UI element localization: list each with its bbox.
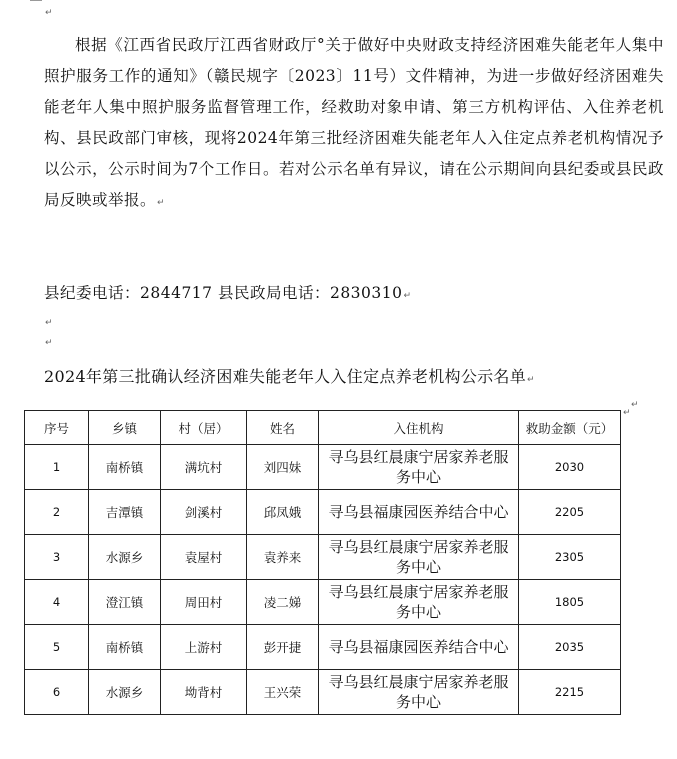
- amount-cell: 2215: [519, 670, 621, 715]
- row-number-cell: 4: [25, 580, 89, 625]
- amount-cell: 2035: [519, 625, 621, 670]
- village-cell: 坳背村: [161, 670, 247, 715]
- amount-cell: 2205: [519, 490, 621, 535]
- row-number-cell: 1: [25, 445, 89, 490]
- table-row: [25, 535, 621, 580]
- institution-cell: 寻乌县红晨康宁居家养老服务中心: [319, 670, 519, 715]
- page-corner-mark: [30, 0, 42, 3]
- paragraph-mark-icon: ↵: [623, 408, 631, 418]
- township-cell: 南桥镇: [89, 625, 161, 670]
- header-cell: 乡镇: [89, 411, 161, 445]
- name-cell: 凌二娣: [247, 580, 319, 625]
- table-row: [25, 625, 621, 670]
- name-cell: 袁养来: [247, 535, 319, 580]
- village-cell: 袁屋村: [161, 535, 247, 580]
- name-cell: 刘四妹: [247, 445, 319, 490]
- institution-cell: 寻乌县红晨康宁居家养老服务中心: [319, 535, 519, 580]
- village-cell: 周田村: [161, 580, 247, 625]
- institution-cell: 寻乌县福康园医养结合中心: [319, 625, 519, 670]
- village-cell: 剑溪村: [161, 490, 247, 535]
- name-cell: 彭开捷: [247, 625, 319, 670]
- paragraph-mark-icon: ↵: [631, 400, 639, 410]
- township-cell: 水源乡: [89, 670, 161, 715]
- contact-phone-line: [44, 278, 412, 312]
- table-row: [25, 670, 621, 715]
- row-number-cell: 3: [25, 535, 89, 580]
- township-cell: 南桥镇: [89, 445, 161, 490]
- institution-cell: 寻乌县红晨康宁居家养老服务中心: [319, 580, 519, 625]
- paragraph-mark-icon: ↵: [45, 338, 53, 348]
- township-cell: 水源乡: [89, 535, 161, 580]
- header-cell: 救助金额（元）: [519, 411, 621, 445]
- amount-cell: 1805: [519, 580, 621, 625]
- table-row: [25, 445, 621, 490]
- institution-cell: 寻乌县福康园医养结合中心: [319, 490, 519, 535]
- header-cell: 入住机构: [319, 411, 519, 445]
- notice-paragraph-text: 根据《江西省民政厅江西省财政厅°关于做好中央财政支持经济困难失能老年人集中照护服务工作的通知》（赣民规字〔2023〕11号）文件精神，为进一步做好经济困难失能老年人集中照护服务监督管理工作，经救助对象申请、第三方机构评估、入住养老机构、县民政部门审核，现将2024年第三批经济困难失能老年人入住定点养老机构情况予以公示，公示时间为7个工作日。若对公示名单有异议，请在公示期间向县纪委或县民政局反映或举报。: [44, 36, 664, 209]
- notice-paragraph: [44, 30, 664, 219]
- paragraph-mark-icon: ↵: [45, 318, 53, 328]
- row-number-cell: 5: [25, 625, 89, 670]
- township-cell: 澄江镇: [89, 580, 161, 625]
- name-cell: 邱凤娥: [247, 490, 319, 535]
- village-cell: 满坑村: [161, 445, 247, 490]
- amount-cell: 2305: [519, 535, 621, 580]
- township-cell: 吉潭镇: [89, 490, 161, 535]
- table-title-text: 2024年第三批确认经济困难失能老年人入住定点养老机构公示名单: [44, 367, 527, 386]
- paragraph-mark-icon: ↵: [527, 375, 535, 385]
- table-title: [44, 362, 535, 395]
- header-cell: 序号: [25, 411, 89, 445]
- recipient-table: [24, 410, 621, 715]
- paragraph-mark-icon: ↵: [157, 198, 166, 208]
- row-number-cell: 2: [25, 490, 89, 535]
- table-header-row: [25, 411, 621, 445]
- institution-cell: 寻乌县红晨康宁居家养老服务中心: [319, 445, 519, 490]
- paragraph-mark-icon: ↵: [45, 8, 53, 18]
- name-cell: 王兴荣: [247, 670, 319, 715]
- header-cell: 村（居）: [161, 411, 247, 445]
- table-row: [25, 490, 621, 535]
- contact-phone-text: 县纪委电话：2844717 县民政局电话：2830310: [44, 284, 403, 302]
- table-row: [25, 580, 621, 625]
- row-number-cell: 6: [25, 670, 89, 715]
- header-cell: 姓名: [247, 411, 319, 445]
- paragraph-mark-icon: ↵: [403, 291, 412, 301]
- village-cell: 上游村: [161, 625, 247, 670]
- amount-cell: 2030: [519, 445, 621, 490]
